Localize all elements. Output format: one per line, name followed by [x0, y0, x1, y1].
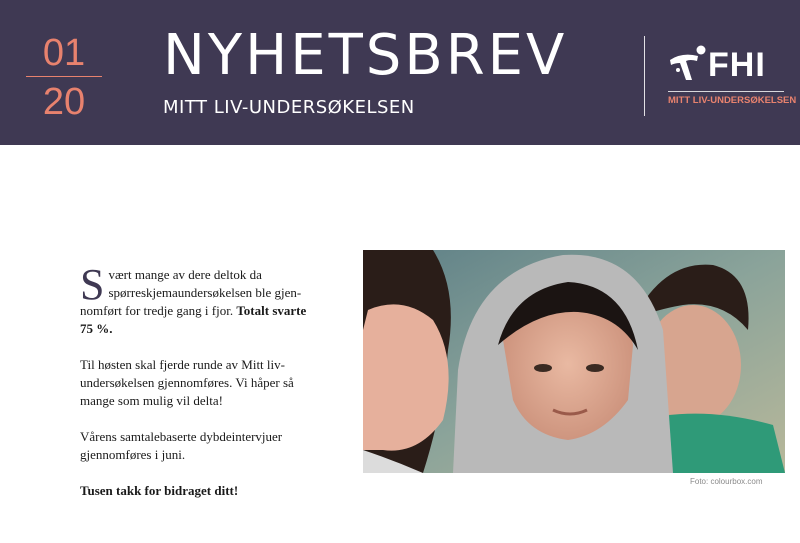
paragraph-next-round: Til høsten skal fjerde runde av Mitt liv-undersøkelsen gjennomføres. Vi håper så mange som mulig vil delta!	[80, 357, 294, 408]
paragraph-interviews: Vårens samtalebaserte dybdeintervjuer gjennomføres i juni.	[80, 429, 283, 462]
issue-divider	[26, 76, 102, 77]
closing-text: Tusen takk for bidraget ditt!	[80, 483, 239, 498]
article-text	[80, 260, 320, 518]
logo-divider	[668, 91, 784, 92]
logo-text: FHI	[708, 46, 766, 84]
paragraph-intro	[80, 260, 320, 338]
logo-subtitle: MITT LIV-UNDERSØKELSEN	[668, 95, 797, 106]
photo-illustration	[363, 250, 785, 473]
header-divider	[644, 36, 645, 116]
fhi-logo	[668, 44, 797, 114]
newsletter-title: NYHETSBREV	[163, 23, 568, 88]
issue-year: 20	[42, 81, 86, 123]
drop-cap: S	[80, 260, 105, 309]
intro-highlight: Totalt svarte 75 %.	[80, 303, 307, 336]
teenagers-photo	[363, 250, 785, 473]
issue-number: 01	[42, 32, 86, 74]
newsletter-header	[0, 0, 800, 145]
closing-line	[80, 482, 320, 500]
newsletter-subtitle: MITT LIV-UNDERSØKELSEN	[163, 97, 415, 118]
photo-credit: Foto: colourbox.com	[690, 477, 763, 486]
intro-text: vært mange av dere deltok da spørreskjemaundersøkelsen ble gjen-nomført for tredje gang i fjor.	[80, 267, 302, 318]
fhi-figure-icon	[668, 44, 708, 84]
